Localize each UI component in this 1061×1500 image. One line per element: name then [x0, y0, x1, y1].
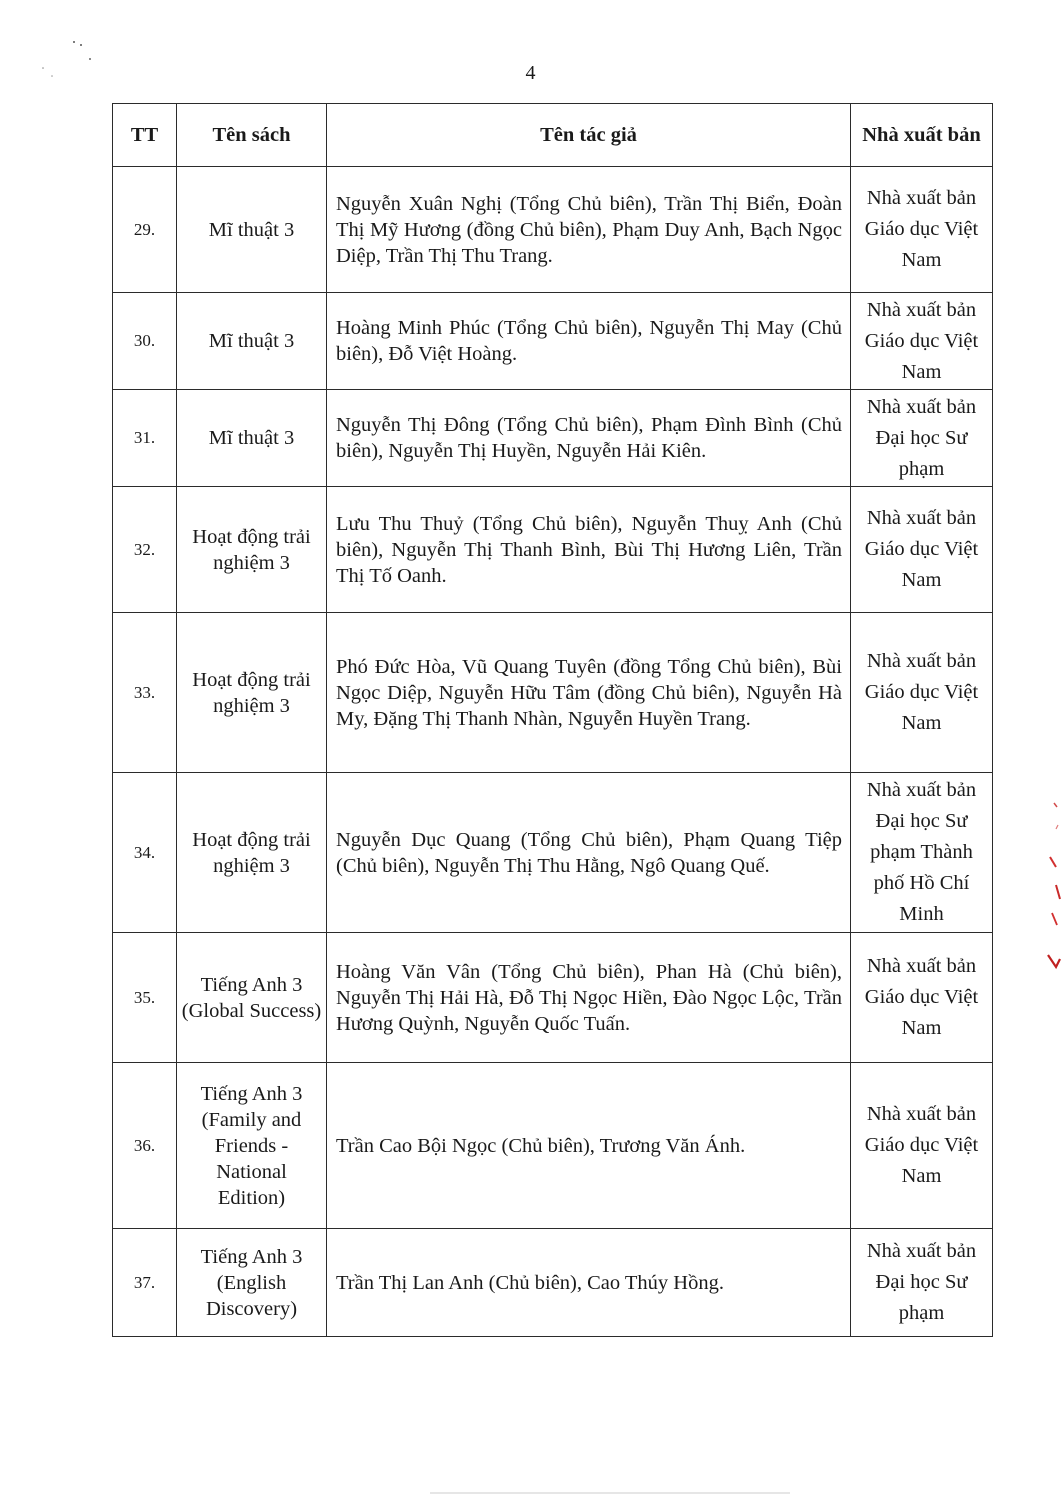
header-authors: Tên tác giả	[327, 104, 851, 167]
table-row	[113, 1063, 993, 1229]
header-book-name: Tên sách	[177, 104, 327, 167]
author-list: Lưu Thu Thuỷ (Tổng Chủ biên), Nguyễn Thuỵ Anh (Chủ biên), Nguyễn Thị Thanh Bình, Bùi Thị Hương Liên, Trần Thị Tố Oanh.	[327, 487, 851, 613]
publisher-name: Nhà xuất bản Giáo dục Việt Nam	[851, 487, 993, 613]
table-row	[113, 613, 993, 773]
table-row	[113, 293, 993, 390]
publisher-name: Nhà xuất bản Giáo dục Việt Nam	[851, 613, 993, 773]
book-name: Tiếng Anh 3 (Family and Friends - National Edition)	[177, 1063, 327, 1229]
header-tt: TT	[113, 104, 177, 167]
row-number: 34.	[113, 773, 177, 933]
page-number: 4	[525, 62, 536, 84]
row-number: 32.	[113, 487, 177, 613]
side-stamp-mark	[1036, 795, 1061, 980]
row-number: 37.	[113, 1229, 177, 1337]
book-name: Mĩ thuật 3	[177, 167, 327, 293]
author-list: Hoàng Minh Phúc (Tổng Chủ biên), Nguyễn Thị May (Chủ biên), Đỗ Việt Hoàng.	[327, 293, 851, 390]
scan-speck-marks	[40, 38, 110, 88]
table-header-row	[113, 104, 993, 167]
textbook-author-table	[112, 103, 993, 1337]
book-name: Hoạt động trải nghiệm 3	[177, 613, 327, 773]
author-list: Phó Đức Hòa, Vũ Quang Tuyên (đồng Tổng Chủ biên), Bùi Ngọc Diệp, Nguyễn Hữu Tâm (đồng Chủ biên), Nguyễn Hà My, Đặng Thị Thanh Nhàn, Nguyễn Huyền Trang.	[327, 613, 851, 773]
book-name: Mĩ thuật 3	[177, 293, 327, 390]
table-row	[113, 390, 993, 487]
table-row	[113, 933, 993, 1063]
publisher-name: Nhà xuất bản Giáo dục Việt Nam	[851, 1063, 993, 1229]
row-number: 31.	[113, 390, 177, 487]
row-number: 30.	[113, 293, 177, 390]
author-list: Nguyễn Xuân Nghị (Tổng Chủ biên), Trần Thị Biển, Đoàn Thị Mỹ Hương (đồng Chủ biên), Phạm Duy Anh, Bạch Ngọc Diệp, Trần Thị Thu Trang.	[327, 167, 851, 293]
author-list: Trần Thị Lan Anh (Chủ biên), Cao Thúy Hồng.	[327, 1229, 851, 1337]
book-name: Hoạt động trải nghiệm 3	[177, 487, 327, 613]
author-list: Trần Cao Bội Ngọc (Chủ biên), Trương Văn Ánh.	[327, 1063, 851, 1229]
book-name: Tiếng Anh 3 (English Discovery)	[177, 1229, 327, 1337]
author-list: Nguyễn Dục Quang (Tổng Chủ biên), Phạm Quang Tiệp (Chủ biên), Nguyễn Thị Thu Hằng, Ngô Quang Quế.	[327, 773, 851, 933]
book-name: Mĩ thuật 3	[177, 390, 327, 487]
table-row	[113, 1229, 993, 1337]
publisher-name: Nhà xuất bản Giáo dục Việt Nam	[851, 167, 993, 293]
row-number: 33.	[113, 613, 177, 773]
author-list: Nguyễn Thị Đông (Tổng Chủ biên), Phạm Đình Bình (Chủ biên), Nguyễn Thị Huyền, Nguyễn Hải Kiên.	[327, 390, 851, 487]
book-name: Tiếng Anh 3 (Global Success)	[177, 933, 327, 1063]
publisher-name: Nhà xuất bản Đại học Sư phạm	[851, 1229, 993, 1337]
row-number: 36.	[113, 1063, 177, 1229]
table-row	[113, 167, 993, 293]
publisher-name: Nhà xuất bản Đại học Sư phạm	[851, 390, 993, 487]
header-publisher: Nhà xuất bản	[851, 104, 993, 167]
book-name: Hoạt động trải nghiệm 3	[177, 773, 327, 933]
publisher-name: Nhà xuất bản Đại học Sư phạm Thành phố Hồ Chí Minh	[851, 773, 993, 933]
author-list: Hoàng Văn Vân (Tổng Chủ biên), Phan Hà (Chủ biên), Nguyễn Thị Hải Hà, Đỗ Thị Ngọc Hiền, Đào Ngọc Lộc, Trần Hương Quỳnh, Nguyễn Quốc Tuấn.	[327, 933, 851, 1063]
table-row	[113, 487, 993, 613]
publisher-name: Nhà xuất bản Giáo dục Việt Nam	[851, 293, 993, 390]
table-row	[113, 773, 993, 933]
publisher-name: Nhà xuất bản Giáo dục Việt Nam	[851, 933, 993, 1063]
row-number: 35.	[113, 933, 177, 1063]
scan-bottom-edge	[430, 1492, 790, 1494]
row-number: 29.	[113, 167, 177, 293]
